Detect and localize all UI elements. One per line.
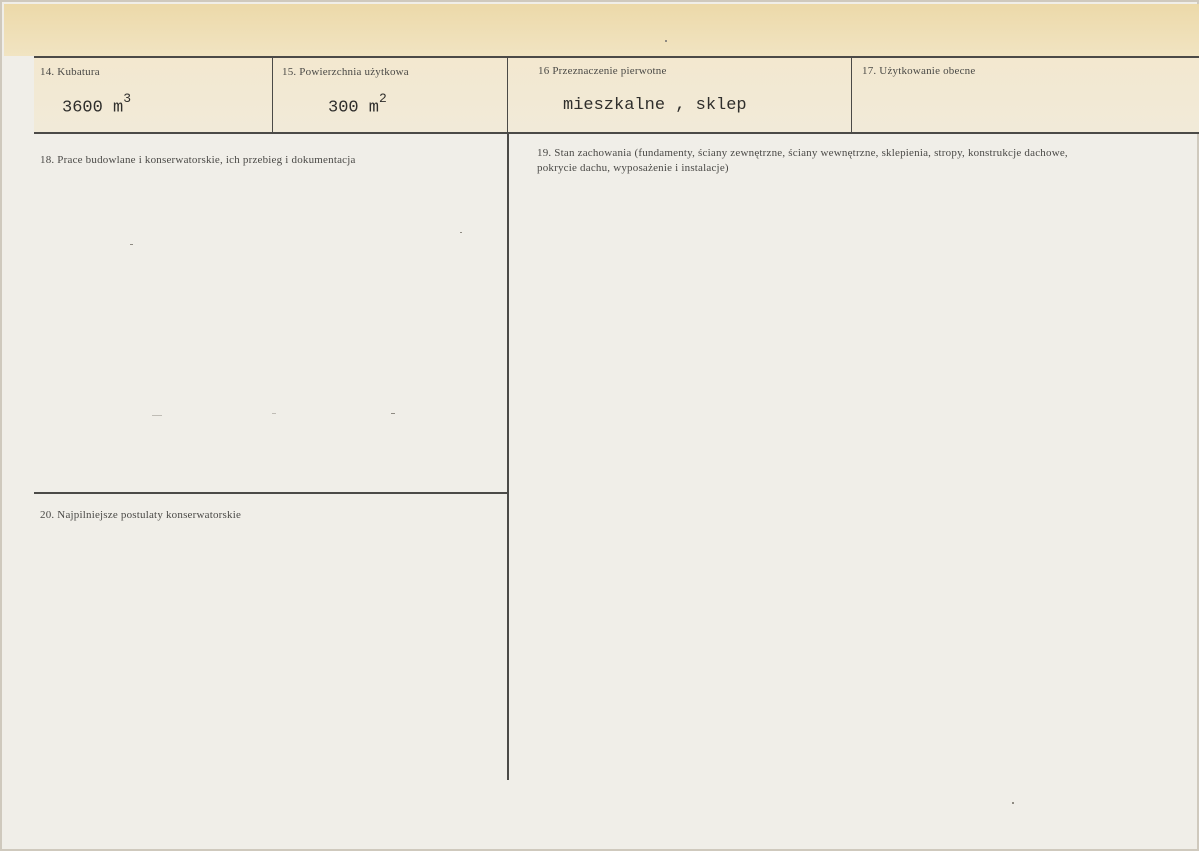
field-14-exponent: 3 bbox=[123, 91, 132, 106]
field-19-label: 19. Stan zachowania (fundamenty, ściany zewnętrzne, ściany wewnętrzne, sklepienia, stropy, konstrukcje dachowe, pokrycie dachu, wyposażenie i instalacje) bbox=[537, 147, 1068, 174]
paper-mark bbox=[460, 232, 462, 233]
divider-14-15 bbox=[272, 58, 273, 132]
field-14-value bbox=[62, 91, 132, 118]
rule-field-20 bbox=[34, 492, 507, 494]
card-top-band bbox=[4, 4, 1199, 56]
paper-mark bbox=[665, 40, 667, 42]
paper-mark bbox=[130, 244, 133, 245]
paper-mark bbox=[391, 413, 395, 414]
divider-main bbox=[507, 134, 509, 780]
field-17-label: 17. Użytkowanie obecne bbox=[862, 65, 976, 77]
field-16-label: 16 Przeznaczenie pierwotne bbox=[538, 65, 667, 77]
field-20-label: 20. Najpilniejsze postulaty konserwatorskie bbox=[40, 509, 242, 521]
field-14-label: 14. Kubatura bbox=[40, 66, 100, 78]
rule-row-1 bbox=[34, 132, 1199, 134]
field-15-number: 300 m bbox=[328, 98, 380, 118]
paper-mark bbox=[152, 415, 162, 416]
field-15-label: 15. Powierzchnia użytkowa bbox=[282, 66, 409, 78]
paper-mark bbox=[272, 413, 276, 414]
rule-top bbox=[34, 56, 1199, 58]
field-18-label: 18. Prace budowlane i konserwatorskie, ich przebieg i dokumentacja bbox=[40, 154, 356, 166]
paper-mark bbox=[1012, 802, 1014, 804]
field-15-value bbox=[328, 91, 387, 118]
field-14-number: 3600 m bbox=[62, 98, 124, 118]
divider-15-16 bbox=[507, 58, 508, 132]
divider-16-17 bbox=[851, 58, 852, 132]
field-16-value: mieszkalne , sklep bbox=[563, 96, 747, 115]
field-15-exponent: 2 bbox=[379, 91, 387, 106]
